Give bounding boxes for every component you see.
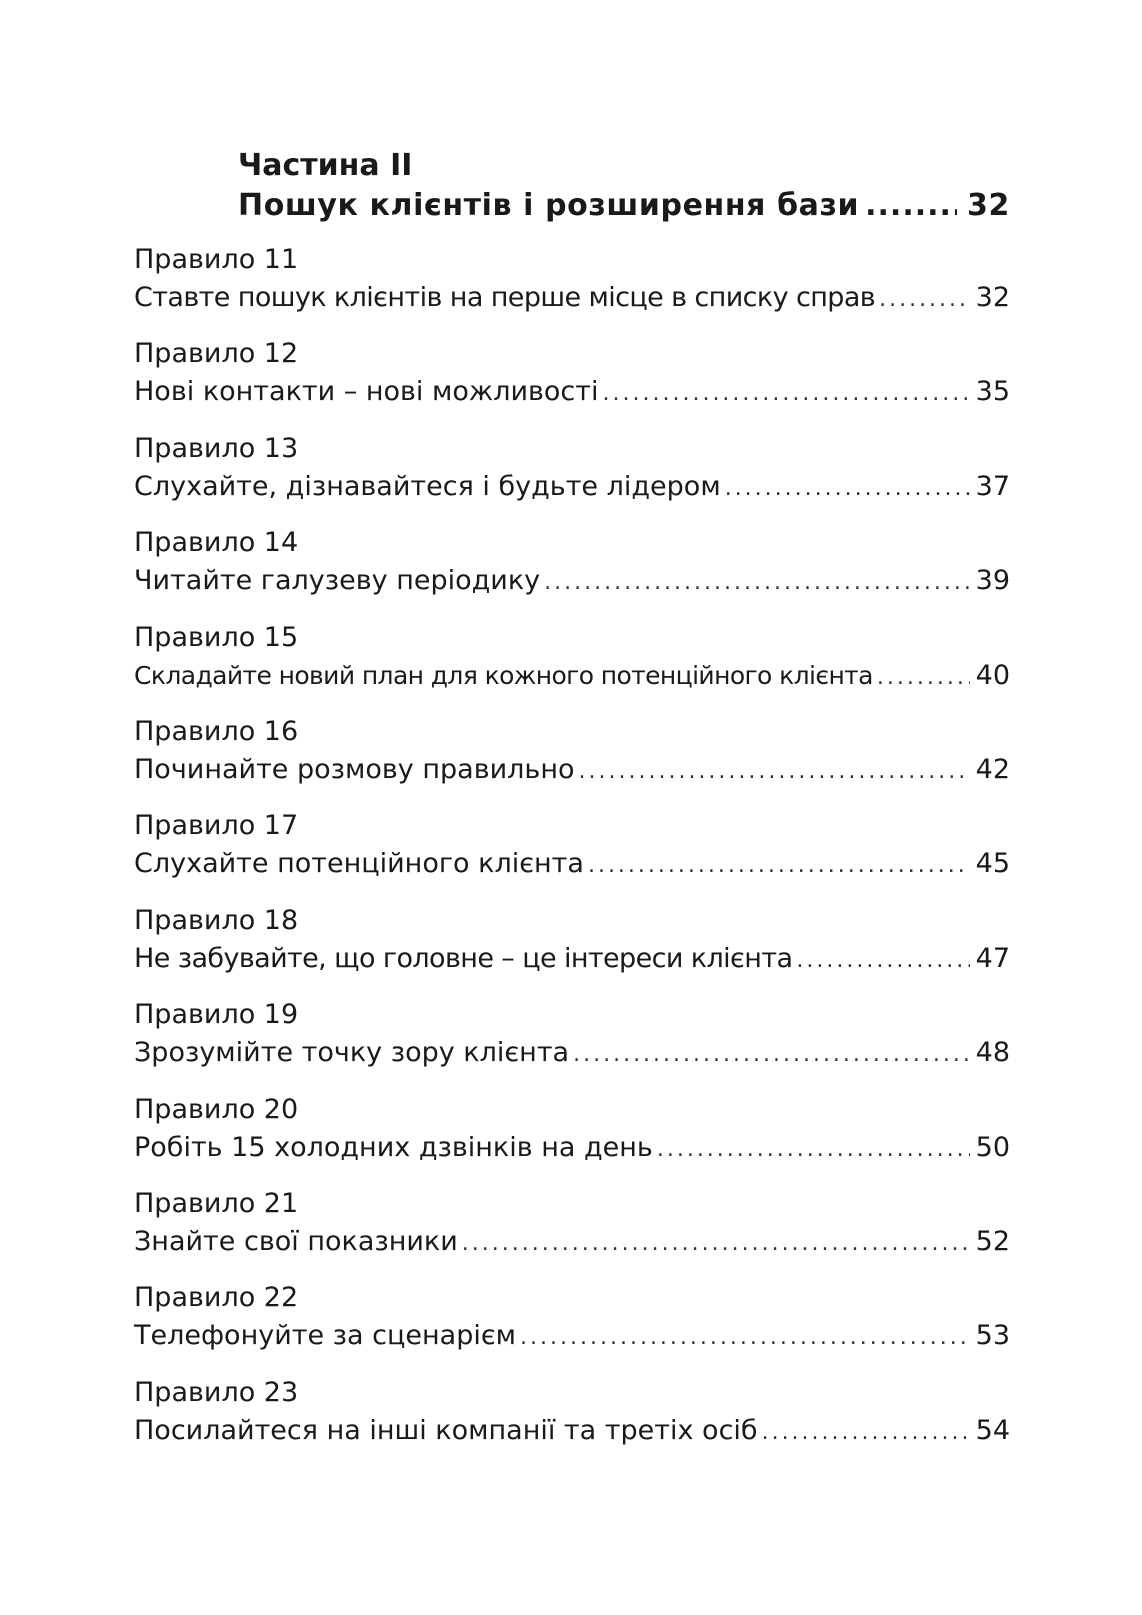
rule-title-line xyxy=(134,1034,1010,1072)
page-number: 42 xyxy=(975,753,1010,785)
rule-title: Не забувайте, що головне – це інтереси клієнта xyxy=(134,942,793,974)
rule-number: Правило 18 xyxy=(134,904,299,936)
page-number: 35 xyxy=(975,376,1010,408)
toc-entry[interactable] xyxy=(134,902,1010,996)
toc-entry[interactable] xyxy=(134,996,1010,1090)
rule-title: Зрозумійте точку зору клієнта xyxy=(134,1037,570,1069)
page-number: 39 xyxy=(975,565,1010,597)
rule-number: Правило 15 xyxy=(134,621,299,653)
rule-title: Нові контакти – нові можливості xyxy=(134,376,599,408)
rule-number: Правило 12 xyxy=(134,338,299,370)
page-number: 40 xyxy=(975,659,1010,691)
rule-title: Робіть 15 холодних дзвінків на день xyxy=(134,1131,653,1163)
toc-entry[interactable] xyxy=(134,1279,1010,1373)
dot-leader xyxy=(462,1225,970,1263)
dot-leader xyxy=(579,753,970,791)
page-number: 32 xyxy=(975,282,1010,313)
rule-title: Посилайтеся на інші компанії та третіх осіб xyxy=(134,1414,758,1446)
rule-title: Знайте свої показники xyxy=(134,1225,458,1257)
rule-number: Правило 14 xyxy=(134,527,299,559)
toc-entry[interactable] xyxy=(134,1374,1010,1468)
rule-number: Правило 16 xyxy=(134,715,299,747)
rule-title-line xyxy=(134,751,1010,789)
rule-title-line xyxy=(134,1129,1010,1167)
page-number: 45 xyxy=(975,848,1010,880)
dot-leader xyxy=(865,186,957,226)
rule-number: Правило 19 xyxy=(134,999,299,1031)
page-number: 52 xyxy=(975,1225,1010,1257)
rule-title: Складайте новий план для кожного потенційного клієнта xyxy=(134,660,873,690)
rule-title: Читайте галузеву періодику xyxy=(134,565,541,597)
rule-number: Правило 21 xyxy=(134,1187,299,1219)
toc-entry[interactable] xyxy=(134,524,1010,618)
part-label: Частина II xyxy=(238,148,413,183)
dot-leader xyxy=(879,281,970,319)
toc-entry[interactable] xyxy=(134,713,1010,807)
rule-number: Правило 22 xyxy=(134,1282,299,1314)
toc-entry[interactable] xyxy=(134,335,1010,429)
rule-number: Правило 23 xyxy=(134,1376,299,1408)
dot-leader xyxy=(588,847,970,885)
dot-leader xyxy=(657,1131,970,1169)
rule-title-line xyxy=(134,657,1010,695)
rule-title: Ставте пошук клієнтів на перше місце в списку справ xyxy=(134,282,876,313)
rule-title-line xyxy=(134,940,1010,978)
part-header xyxy=(238,146,1010,226)
page-number: 37 xyxy=(975,470,1010,502)
rule-title-line xyxy=(134,468,1010,506)
rule-title-line xyxy=(134,845,1010,883)
toc-entry[interactable] xyxy=(134,619,1010,713)
dot-leader xyxy=(877,659,970,697)
page-number: 48 xyxy=(975,1037,1010,1069)
dot-leader xyxy=(796,942,969,980)
toc-entry[interactable] xyxy=(134,1185,1010,1279)
rule-title: Телефонуйте за сценарієм xyxy=(134,1320,517,1352)
rule-title-line xyxy=(134,279,1010,317)
rule-title: Починайте розмову правильно xyxy=(134,753,575,785)
rule-title-line xyxy=(134,562,1010,600)
rules-list xyxy=(134,241,1010,1468)
dot-leader xyxy=(603,375,970,413)
rule-number: Правило 11 xyxy=(134,244,299,275)
toc-entry[interactable] xyxy=(134,241,1010,335)
rule-title-line xyxy=(134,373,1010,411)
rule-title-line xyxy=(134,1412,1010,1450)
rule-number: Правило 13 xyxy=(134,432,299,464)
rule-title-line xyxy=(134,1223,1010,1261)
page-number: 53 xyxy=(975,1320,1010,1352)
part-title-entry[interactable] xyxy=(238,186,1010,226)
dot-leader xyxy=(725,470,970,508)
dot-leader xyxy=(520,1319,970,1357)
rule-number: Правило 20 xyxy=(134,1093,299,1125)
dot-leader xyxy=(573,1036,970,1074)
page-number: 50 xyxy=(975,1131,1010,1163)
dot-leader xyxy=(762,1414,970,1452)
rule-title-line xyxy=(134,1317,1010,1355)
rule-title: Слухайте потенційного клієнта xyxy=(134,848,584,880)
part-title: Пошук клієнтів і розширення бази xyxy=(238,188,860,223)
toc-entry[interactable] xyxy=(134,807,1010,901)
toc-entry[interactable] xyxy=(134,1091,1010,1185)
dot-leader xyxy=(544,564,970,602)
rule-number: Правило 17 xyxy=(134,810,299,842)
page-number: 54 xyxy=(975,1414,1010,1446)
toc-entry[interactable] xyxy=(134,430,1010,524)
page-number: 47 xyxy=(975,942,1010,974)
part-page-number: 32 xyxy=(967,188,1010,223)
rule-title: Слухайте, дізнавайтеся і будьте лідером xyxy=(134,470,721,502)
